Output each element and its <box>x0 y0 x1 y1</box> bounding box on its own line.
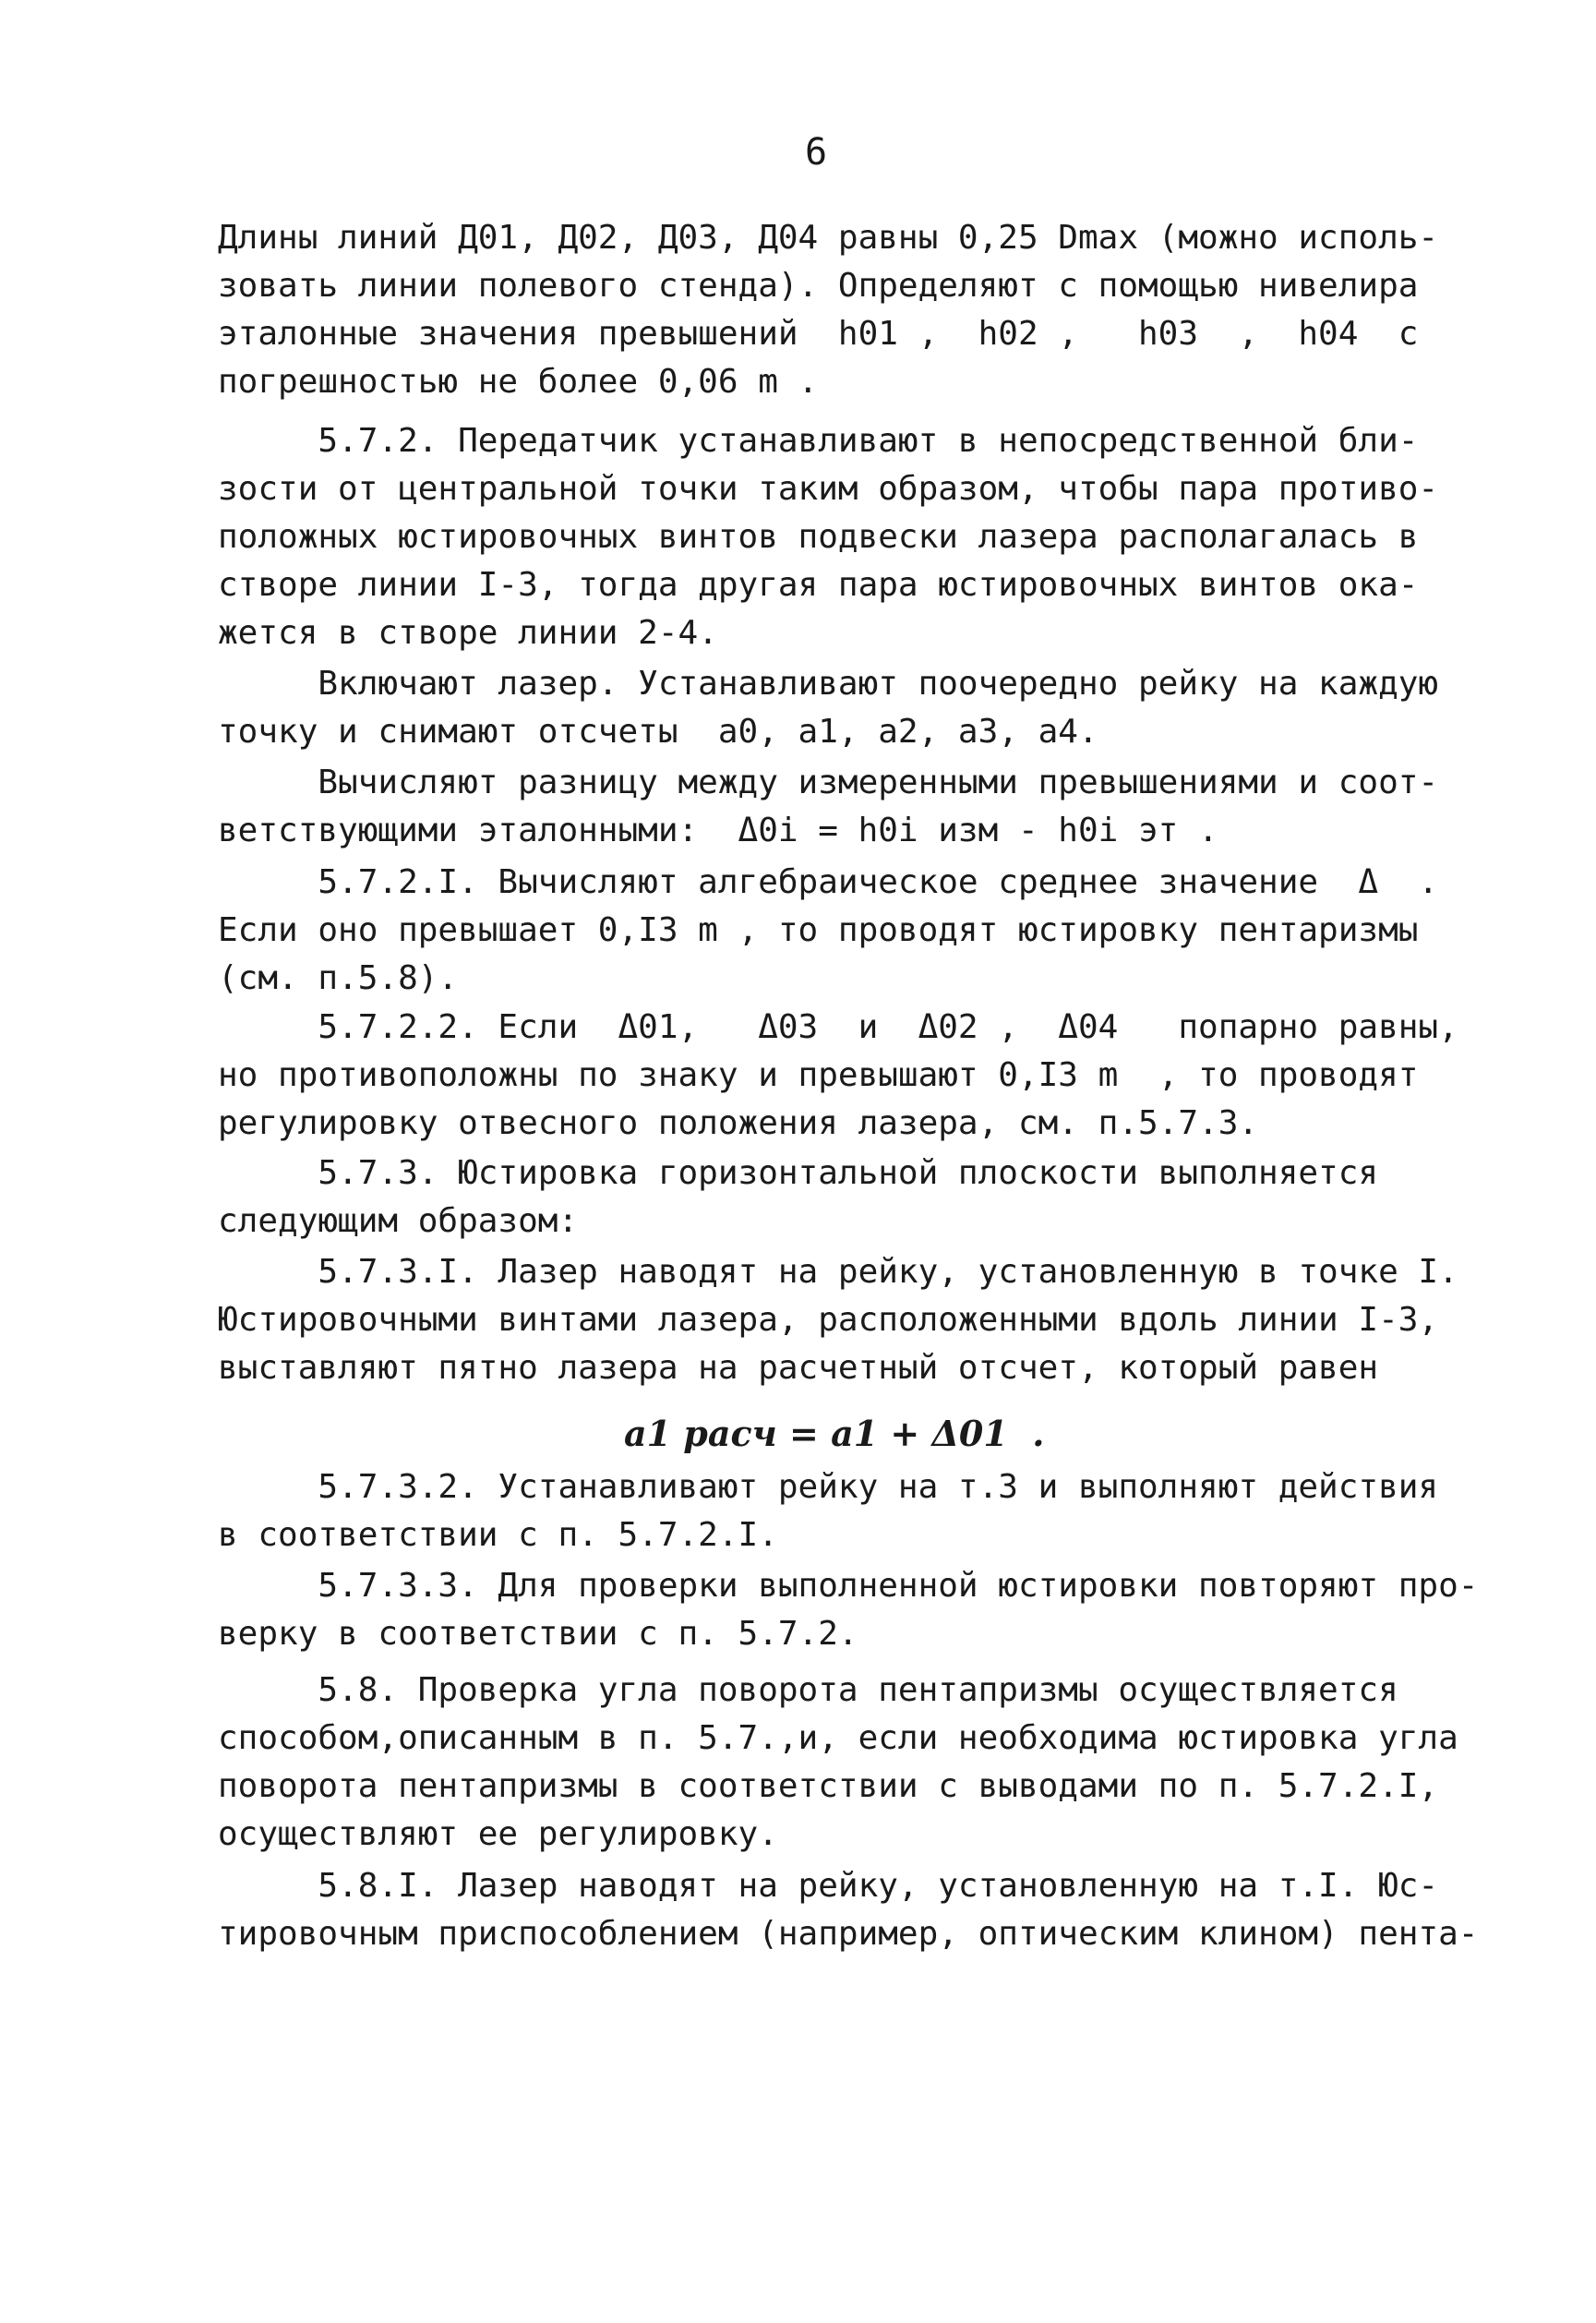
text-line: Юстировочными винтами лазера, расположенными вдоль линии I-3, <box>218 1301 1439 1339</box>
text-line: эталонные значения превышений h01 , h02 , h03 , h04 с <box>218 315 1419 353</box>
text-line: тировочным приспособлением (например, оптическим клином) пента- <box>218 1915 1479 1953</box>
text-line: 5.7.3. Юстировка горизонтальной плоскости выполняется <box>218 1154 1379 1192</box>
text-line: точку и снимают отсчеты a0, a1, a2, a3, a4. <box>218 713 1098 751</box>
page-number: 6 <box>805 131 828 174</box>
text-line: способом,описанным в п. 5.7.,и, если необходима юстировка угла <box>218 1719 1458 1757</box>
text-line: поворота пентапризмы в соответствии с выводами по п. 5.7.2.I, <box>218 1767 1439 1805</box>
text-line: погрешностью не более 0,06 m . <box>218 363 819 401</box>
text-line: зовать линии полевого стенда). Определяют с помощью нивелира <box>218 267 1419 305</box>
text-line: ветствующими эталонными: Δ0i = h0i изм - h0i эт . <box>218 812 1218 849</box>
text-line: жется в створе линии 2-4. <box>218 614 718 652</box>
text-line: 5.8.I. Лазер наводят на рейку, установленную на т.I. Юс- <box>218 1867 1439 1905</box>
text-line: в соответствии с п. 5.7.2.I. <box>218 1516 778 1554</box>
text-line: 5.7.3.3. Для проверки выполненной юстировки повторяют про- <box>218 1567 1479 1605</box>
text-line: 5.8. Проверка угла поворота пентапризмы осуществляется <box>218 1671 1398 1709</box>
text-line: Если оно превышает 0,I3 m , то проводят юстировку пентаризмы <box>218 911 1419 949</box>
text-line: регулировку отвесного положения лазера, см. п.5.7.3. <box>218 1104 1259 1142</box>
text-line: положных юстировочных винтов подвески лазера располагалась в <box>218 518 1419 556</box>
formula-a1-calc: a1 расч = a1 + Δ01 . <box>624 1413 1045 1454</box>
text-line: но противоположны по знаку и превышают 0,I3 m , то проводят <box>218 1056 1419 1094</box>
text-line: следующим образом: <box>218 1202 579 1240</box>
text-line: 5.7.2. Передатчик устанавливают в непосредственной бли- <box>218 422 1419 460</box>
text-line: верку в соответствии с п. 5.7.2. <box>218 1615 858 1653</box>
text-line: створе линии I-3, тогда другая пара юстировочных винтов ока- <box>218 566 1419 604</box>
text-line: (см. п.5.8). <box>218 959 459 997</box>
text-line: 5.7.3.I. Лазер наводят на рейку, установленную в точке I. <box>218 1253 1458 1291</box>
text-line: 5.7.2.I. Вычисляют алгебраическое среднее значение Δ . <box>218 863 1439 901</box>
text-line: осуществляют ее регулировку. <box>218 1815 778 1853</box>
text-line: Длины линий Д01, Д02, Д03, Д04 равны 0,25 Dmax (можно исполь- <box>218 219 1439 257</box>
text-line: 5.7.2.2. Если Δ01, Δ03 и Δ02 , Δ04 попарно равны, <box>218 1008 1458 1046</box>
text-line: 5.7.3.2. Устанавливают рейку на т.3 и выполняют действия <box>218 1468 1439 1506</box>
text-line: зости от центральной точки таким образом, чтобы пара противо- <box>218 470 1439 508</box>
text-line: выставляют пятно лазера на расчетный отсчет, который равен <box>218 1349 1379 1387</box>
text-line: Вычисляют разницу между измеренными превышениями и соот- <box>218 764 1439 801</box>
text-line: Включают лазер. Устанавливают поочередно рейку на каждую <box>218 665 1439 703</box>
